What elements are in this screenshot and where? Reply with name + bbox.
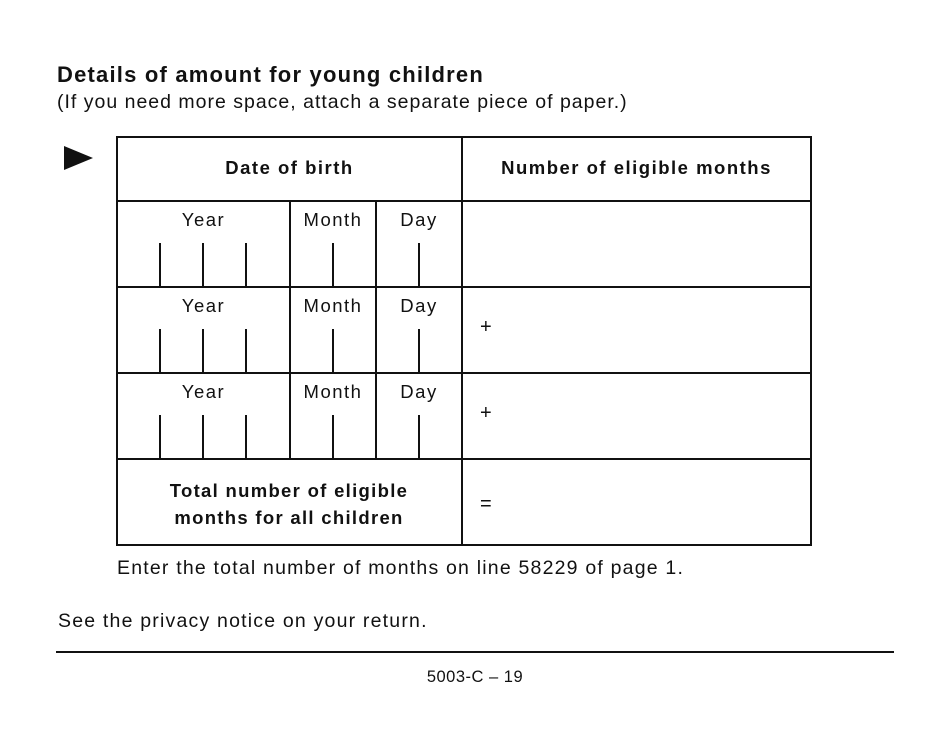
year-digit-tick (159, 243, 161, 286)
year-label: Year (181, 209, 226, 230)
month-digit-tick (332, 415, 334, 458)
total-label-line-1: Total number of eligible (169, 480, 409, 501)
year-digit-tick (159, 415, 161, 458)
row-sign: + (480, 402, 492, 424)
month-digit-tick (332, 329, 334, 372)
day-digit-tick (418, 329, 420, 372)
privacy-notice: See the privacy notice on your return. (58, 610, 428, 632)
year-digit-tick (245, 415, 247, 458)
right-pointing-triangle-icon (64, 146, 93, 170)
year-digit-tick (159, 329, 161, 372)
date-subdivider (289, 200, 291, 458)
header-eligible-months: Number of eligible months (501, 157, 772, 178)
total-label (118, 477, 460, 531)
day-digit-tick (418, 243, 420, 286)
year-digit-tick (202, 243, 204, 286)
date-subdivider (375, 200, 377, 458)
page-number: 5003-C – 19 (426, 668, 524, 686)
months-input-row-1[interactable] (463, 202, 810, 286)
row-sign: + (480, 316, 492, 338)
total-sign: = (480, 493, 492, 515)
year-label: Year (181, 295, 226, 316)
year-label: Year (181, 381, 226, 402)
total-months-input[interactable] (463, 460, 810, 544)
header-date-of-birth: Date of birth (225, 157, 354, 178)
day-label: Day (400, 381, 438, 402)
month-label: Month (303, 381, 363, 402)
months-input-row-3[interactable] (463, 374, 810, 458)
year-digit-tick (202, 415, 204, 458)
months-input-row-2[interactable] (463, 288, 810, 372)
total-label-line-2: months for all children (174, 507, 404, 528)
year-digit-tick (245, 329, 247, 372)
month-label: Month (303, 209, 363, 230)
month-digit-tick (332, 243, 334, 286)
day-label: Day (400, 209, 438, 230)
footer-rule (56, 651, 894, 653)
section-subtitle: (If you need more space, attach a separate piece of paper.) (57, 91, 628, 113)
day-label: Day (400, 295, 438, 316)
year-digit-tick (245, 243, 247, 286)
day-digit-tick (418, 415, 420, 458)
year-digit-tick (202, 329, 204, 372)
month-label: Month (303, 295, 363, 316)
section-title: Details of amount for young children (57, 62, 484, 87)
instruction-text: Enter the total number of months on line 58229 of page 1. (117, 557, 685, 579)
